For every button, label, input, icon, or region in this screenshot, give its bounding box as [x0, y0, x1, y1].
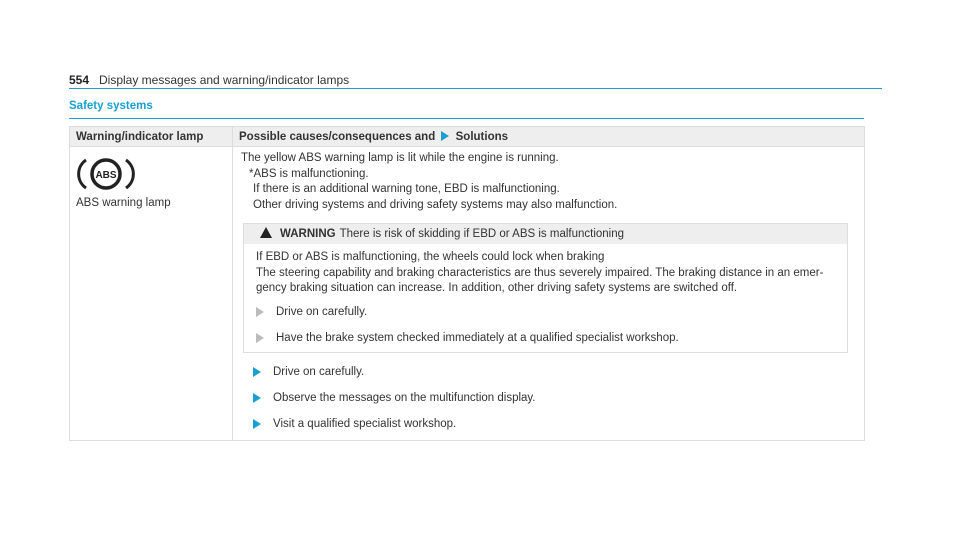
description-line: *ABS is malfunctioning. [249, 167, 369, 180]
description-line: If there is an additional warning tone, EBD is malfunctioning. [253, 183, 560, 195]
solution-step-text: Observe the messages on the multifunction display. [273, 391, 536, 404]
header-causes [233, 127, 865, 147]
warning-step-text: Have the brake system checked immediately at a qualified specialist workshop. [276, 331, 679, 344]
solutions-arrow-icon [441, 131, 449, 141]
step-arrow-icon [253, 367, 261, 377]
solution-step [253, 365, 856, 380]
page-header [69, 71, 882, 89]
section-rule [69, 118, 864, 119]
warning-lamp-table [69, 126, 865, 441]
warning-text: If EBD or ABS is malfunctioning, the wheels could lock when braking [256, 251, 605, 263]
step-arrow-icon [253, 393, 261, 403]
page-title: Display messages and warning/indicator lamps [99, 73, 350, 87]
abs-icon-text: ABS [95, 170, 117, 181]
warning-header [244, 224, 847, 244]
description-line: Other driving systems and driving safety systems may also malfunction. [253, 198, 618, 211]
warning-step [256, 305, 837, 320]
warning-text: gency braking situation can increase. In addition, other driving safety systems are switched off. [256, 282, 738, 294]
warning-body [244, 244, 847, 352]
header-causes-label: Possible causes/consequences and [239, 130, 436, 143]
section-title: Safety systems [69, 100, 153, 112]
warning-step-text: Drive on carefully. [276, 305, 368, 318]
step-arrow-icon [253, 419, 261, 429]
solution-step [253, 417, 856, 432]
warning-box [243, 223, 848, 353]
content-cell [233, 147, 865, 441]
warning-title: WARNING [280, 228, 336, 240]
abs-warning-lamp-icon [76, 154, 136, 194]
solution-step-text: Drive on carefully. [273, 365, 365, 378]
solution-step-text: Visit a qualified specialist workshop. [273, 417, 457, 430]
table-row [70, 147, 865, 441]
lamp-label: ABS warning lamp [76, 197, 171, 209]
header-solutions-label: Solutions [455, 130, 509, 143]
warning-text: The steering capability and braking characteristics are thus severely impaired. The braking distance in an emer- [256, 266, 824, 279]
table-header-row [70, 127, 865, 147]
page-number: 554 [69, 73, 90, 87]
warning-step [256, 331, 837, 346]
warning-headline: There is risk of skidding if EBD or ABS is malfunctioning [339, 228, 625, 240]
warning-triangle-icon [260, 227, 272, 238]
step-arrow-icon [256, 307, 264, 317]
header-lamp: Warning/indicator lamp [70, 127, 233, 147]
lamp-cell [70, 147, 233, 441]
step-arrow-icon [256, 333, 264, 343]
solution-step [253, 391, 856, 406]
solution-steps [241, 353, 856, 432]
description-line: The yellow ABS warning lamp is lit while the engine is running. [241, 152, 559, 164]
